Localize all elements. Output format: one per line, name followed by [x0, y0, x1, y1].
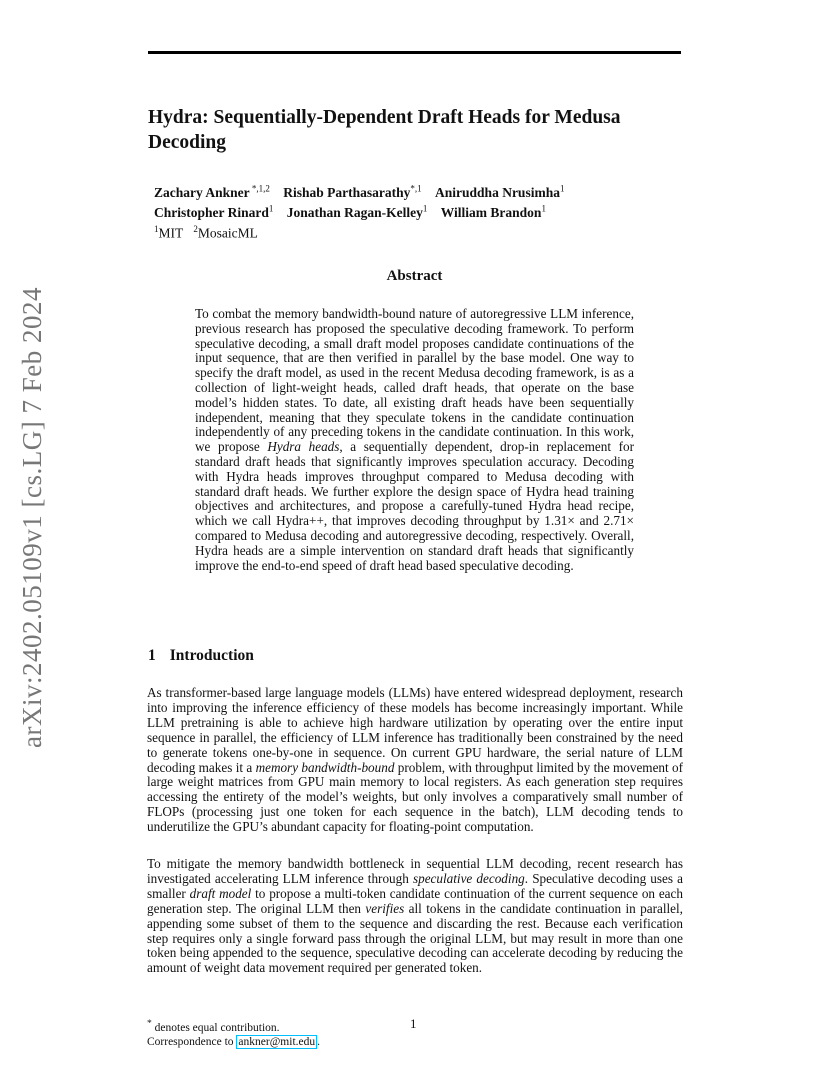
- author-line-1: [154, 180, 694, 201]
- emphasis: Hydra heads: [267, 439, 340, 455]
- author-block: [154, 180, 694, 242]
- emphasis: speculative decoding: [412, 870, 525, 886]
- affiliation: MosaicML: [197, 225, 258, 241]
- affiliations: $^1$MIT $^2$MosaicML: [154, 224, 258, 241]
- footnote-correspondence: Correspondence to ankner@mit.edu .: [147, 1035, 320, 1048]
- abstract-text: To combat the memory bandwidth-bound nature of autoregressive LLM inference, previous research has proposed the speculative decoding framework. To perform speculative decoding, a small draft model proposes candidate continuations of the input sequence, that are then verified in parallel by the base model. One way to specify the draft model, as used in the recent Medusa decoding framework, is as a collection of light-weight heads, called draft heads, that operate on the base model’s hidden states. To date, all existing draft heads have been sequentially independent, meaning that they speculate tokens in the candidate continuation independently of any preceding tokens in the candidate continuation. In this work, we propose Hydra heads, a sequentially dependent, drop-in replacement for standard draft heads that significantly improves speculation accuracy. Decoding with Hydra heads improves throughput compared to Medusa decoding with standard draft heads. We further explore the design space of Hydra head training objectives and architectures, and propose a carefully-tuned Hydra head recipe, which we call Hydra++, that improves decoding throughput by 1.31× and 2.71× compared to Medusa decoding and autoregressive decoding, respectively. Overall, Hydra heads are a simple intervention on standard draft heads that significantly improve the end-to-end speed of draft head based speculative decoding.: [195, 306, 634, 573]
- email-link[interactable]: ankner@mit.edu: [238, 1035, 316, 1048]
- author-line-2: [154, 201, 694, 222]
- paper-title: Hydra: Sequentially-Dependent Draft Heads for Medusa Decoding: [148, 107, 621, 153]
- author: Jonathan Ragan-Kelley$^1$: [286, 203, 428, 220]
- section-heading: [148, 647, 254, 665]
- emphasis: verifies: [365, 900, 405, 916]
- author: Zachary Ankner $^{*,1,2}$: [154, 183, 270, 200]
- footnote-equal-contribution: * denotes equal contribution.: [147, 1018, 280, 1034]
- footnote: [147, 1017, 320, 1049]
- body-paragraph: As transformer-based large language models (LLMs) have entered widespread deployment, research into improving the inference efficiency of these models has become increasingly important. While LLM pretraining is able to achieve high hardware utilization by operating over the entire input sequence in parallel, the efficiency of LLM inference has traditionally been constrained by the need to generate tokens one-by-one in sequence. On current GPU hardware, the serial nature of LLM decoding makes it a memory bandwidth-bound problem, with throughput limited by the movement of large weight matrices from GPU main memory to local registers. As each generation step requires accessing the entirety of the model’s weights, but only involves a comparatively small number of FLOPs (processing just one token for each sequence in the batch), LLM decoding tends to underutilize the GPU’s abundant capacity for floating-point computation.: [147, 685, 683, 835]
- emphasis: memory bandwidth-bound: [255, 759, 395, 775]
- author: Christopher Rinard$^1$: [154, 203, 274, 220]
- section-number: 1: [148, 647, 156, 664]
- arxiv-identifier: arXiv:2402.05109v1 [cs.LG] 7 Feb 2024: [17, 287, 47, 748]
- body-paragraph: To mitigate the memory bandwidth bottleneck in sequential LLM decoding, recent research has investigated accelerating LLM inference through speculative decoding. Speculative decoding uses a smaller draft model to propose a multi-token candidate continuation of the current sequence on each generation step. The original LLM then verifies all tokens in the candidate continuation in parallel, appending some subset of them to the sequence and discarding the rest. Because each verification step requires only a single forward pass through the original LLM, but may result in more than one token being appended to the sequence, speculative decoding can accelerate decoding by reducing the amount of weight data movement required per generated token.: [147, 856, 683, 976]
- author: William Brandon$^1$: [440, 203, 546, 220]
- top-rule: [148, 51, 681, 54]
- emphasis: draft model: [189, 885, 252, 901]
- section-title: Introduction: [169, 647, 254, 664]
- page-number: 1: [410, 1016, 417, 1031]
- author: Aniruddha Nrusimha$^1$: [435, 183, 565, 200]
- abstract-heading: Abstract: [386, 268, 443, 284]
- author: Rishab Parthasarathy$^{*,1}$: [283, 183, 422, 200]
- affiliation: MIT: [158, 225, 184, 241]
